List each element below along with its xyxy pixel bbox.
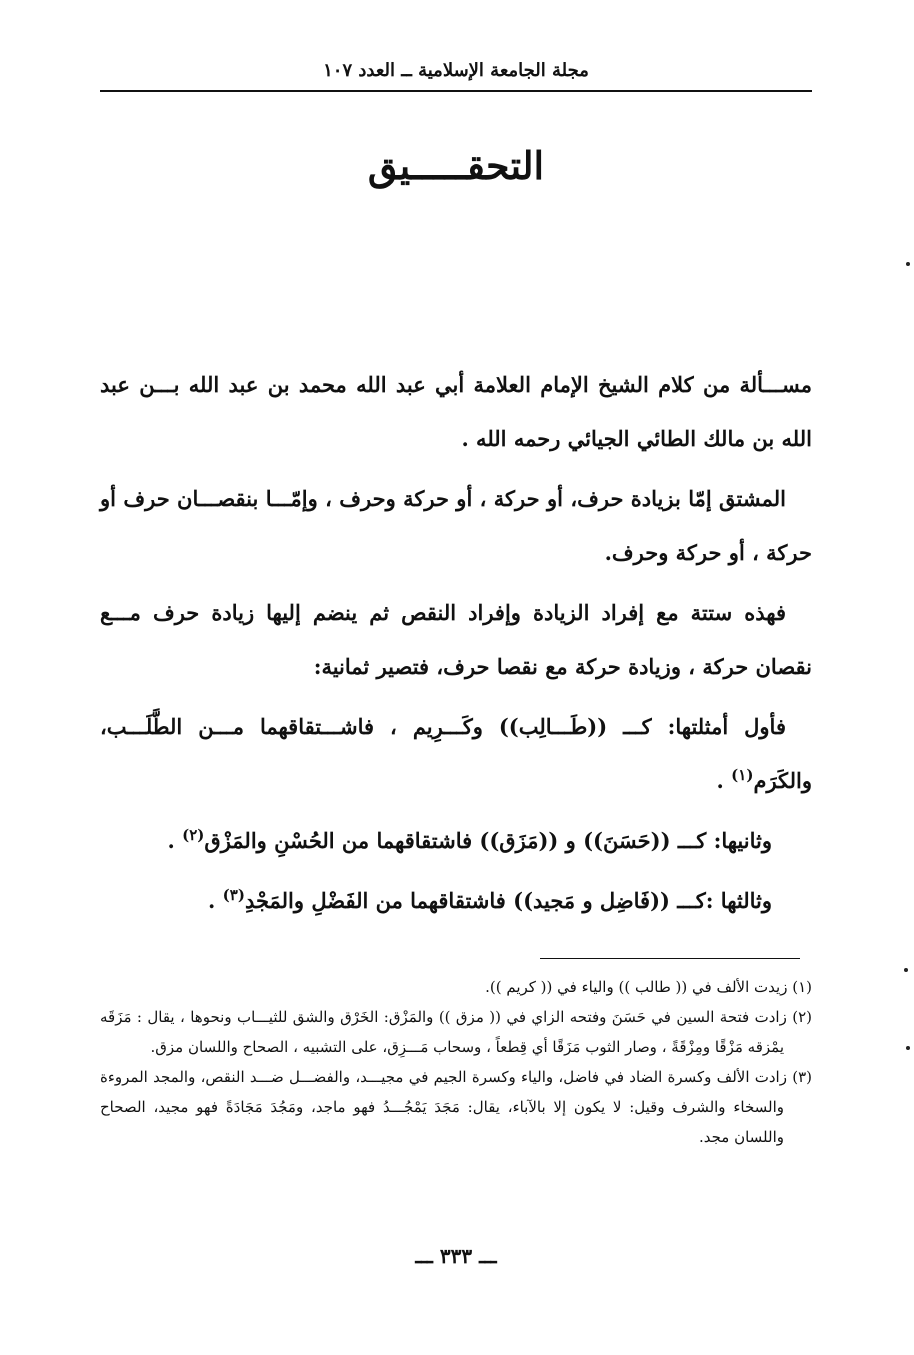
paragraph-text: فهذه ستتة مع إفراد الزيادة وإفراد النقص ثم ينضم إليها زيادة حرف مـــع نقصان حركة ، وزيادة حركة مع نقصا حرف، فتصير ثمانية: [100, 600, 812, 679]
paragraph-text: وثانيها: كـــ ((حَسَنَ)) و ((مَزَق)) فاشتقاقهما من الحُسْنِ والمَزْق [204, 828, 772, 853]
paragraph-text: مســـألة من كلام الشيخ الإمام العلامة أبي عبد الله محمد بن عبد الله بـــن عبد الله بن مالك الطائي الجيائي رحمه الله . [100, 372, 812, 451]
running-head: مجلة الجامعة الإسلامية ــ العدد ١٠٧ [323, 60, 589, 81]
section-title: التحقـــــيق [367, 143, 545, 188]
footnote-rule [540, 958, 800, 959]
footnote-ref[interactable]: (٢) [182, 826, 205, 844]
paragraph-intro [100, 358, 812, 466]
footnote-ref[interactable]: (٣) [222, 886, 245, 904]
header-rule [100, 90, 812, 92]
footnote-1: (١) زيدت الألف في (( طالب )) والياء في (( كريم )). [485, 978, 812, 996]
margin-mark [904, 968, 908, 972]
paragraph-example-2: وثانيها: كـــ ((حَسَنَ)) و ((مَزَق)) فاشتقاقهما من الحُسْنِ والمَزْق$^{(٢)}$ . [167, 826, 772, 853]
footnote-3: (٣) زادت الألف وكسرة الضاد في فاضل، والياء وكسرة الجيم في مجيـــد، والفضـــل ضـــد النقص، والمجد المروءة والسخاء والشرف وقيل: لا يكون إلا بالآباء، يقال: مَجَدَ يَمْجُـــدُ فهو ماجد، ومَجُدَ مَجَادَةً فهو مجيد، الصحاح واللسان مجد. [100, 1068, 812, 1146]
paragraph-derivation [100, 472, 812, 580]
margin-mark [906, 1046, 910, 1050]
paragraph-count [100, 586, 812, 694]
footnotes [100, 972, 812, 1152]
paragraph-text: المشتق إمّا بزيادة حرف، أو حركة ، أو حركة وحرف ، وإمّـــا بنقصـــان حرف أو حركة ، أو حركة وحرف. [100, 486, 812, 565]
margin-mark [906, 262, 910, 266]
page-number: ـــ ٣٣٣ ـــ [415, 1244, 497, 1268]
paragraph-text: وثالثها :كـــ ((فَاضِل و مَجيد)) فاشتقاقهما من الفَضْلِ والمَجْدِ [244, 888, 772, 913]
paragraph-example-3: وثالثها :كـــ ((فَاضِل و مَجيد)) فاشتقاقهما من الفَضْلِ والمَجْدِ$^{(٣)}$ . [208, 886, 772, 913]
paragraph-text: فأول أمثلتها: كـــ ((طَـــالِب)) وكَـــرِيم ، فاشـــتقاقهما مـــن الطَّلَـــب، والكَرَم [100, 714, 812, 793]
footnote-ref[interactable]: (١) [731, 766, 754, 784]
body-text [100, 358, 812, 934]
paragraph-example-1: فأول أمثلتها: كـــ ((طَـــالِب)) وكَـــرِيم ، فاشـــتقاقهما مـــن الطَّلَـــب، والكَرَم$^{(١)}$ . [100, 714, 812, 793]
footnote-2: (٢) زادت فتحة السين في حَسَنَ وفتحه الزاي في (( مزق )) والمَزْق: الخَرْق والشق للثيـــاب ونحوها ، يقال : مَزَقَه يمْزقه مَزْقًا ومِزْقَةً ، وصار الثوب مَزَقًا أي قِطعاً ، وسحاب مَـــزِق، على التشبيه ، الصحاح واللسان مزق. [100, 1008, 813, 1056]
